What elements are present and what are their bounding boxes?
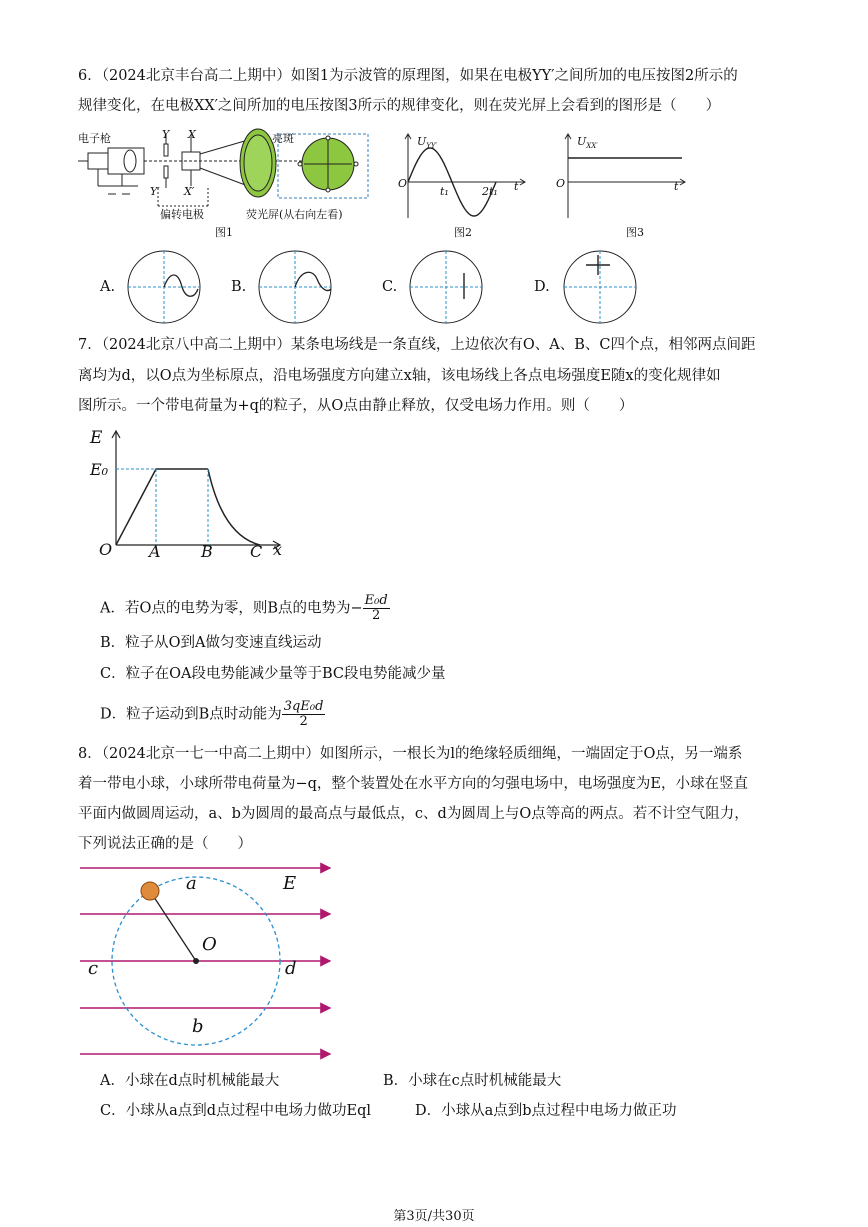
q7-option-c[interactable]: C．粒子在OA段电势能减少量等于BC段电势能减少量 bbox=[100, 666, 446, 682]
q6-Yp-label: Y′ bbox=[150, 185, 160, 198]
q8-label-d: d bbox=[285, 958, 297, 979]
q8-label-O: O bbox=[202, 934, 217, 955]
q8-circular-motion-figure bbox=[78, 858, 340, 1068]
q7-option-b[interactable]: B．粒子从O到A做匀变速直线运动 bbox=[100, 635, 322, 651]
q8-option-d[interactable]: D．小球从a点到b点过程中电场力做正功 bbox=[415, 1103, 677, 1119]
q6-plates-label: 偏转电极 bbox=[160, 208, 204, 221]
q6-fig2-t: t bbox=[514, 180, 519, 193]
q6-option-d-screen[interactable] bbox=[560, 249, 640, 325]
q6-fig2-caption: 图2 bbox=[454, 226, 472, 239]
q6-option-b-screen[interactable] bbox=[255, 249, 335, 325]
q8-label-E: E bbox=[283, 873, 297, 894]
q7-option-a[interactable]: A．若O点的电势为零，则B点的电势为− $\frac{\text{E₀d}}{2}$ bbox=[100, 593, 388, 623]
q7-E-x-graph bbox=[90, 425, 290, 560]
q7-graph-O: O bbox=[99, 540, 113, 559]
q6-fig2-t1: t₁ bbox=[440, 185, 449, 198]
q6-screen-note: 荧光屏(从右向左看) bbox=[246, 208, 343, 221]
q6-option-c-screen[interactable] bbox=[406, 249, 486, 325]
q6-bright-spot-label: 亮斑 bbox=[272, 132, 294, 145]
q6-option-a-screen[interactable] bbox=[124, 249, 204, 325]
q6-fig2-ylabel: $U_{YY'}$ bbox=[417, 135, 438, 151]
q7-graph-x: x bbox=[273, 540, 283, 559]
q7-graph-E0: E₀ bbox=[90, 460, 109, 479]
q8-label-a: a bbox=[186, 873, 197, 894]
q6-X-label: X bbox=[188, 128, 196, 141]
q8-option-a[interactable]: A．小球在d点时机械能最大 bbox=[100, 1073, 280, 1089]
q6-line2: 规律变化，在电极XX′之间所加的电压按图3所示的规律变化，则在荧光屏上会看到的图形是（ ） bbox=[78, 98, 721, 114]
q8-line1: 8．（2024北京一七一中高二上期中）如图所示，一根长为l的绝缘轻质细绳，一端固定于O点，另一端系 bbox=[78, 746, 743, 762]
q8-line2: 着一带电小球，小球所带电荷量为−q，整个装置处在水平方向的匀强电场中，电场强度为E，小球在竖直 bbox=[78, 776, 749, 792]
q8-label-c: c bbox=[88, 958, 99, 979]
q6-fig3-origin: O bbox=[556, 177, 566, 190]
q7-graph-C: C bbox=[250, 542, 263, 561]
q8-line3: 平面内做圆周运动，a、b为圆周的最高点与最低点，c、d为圆周上与O点等高的两点。若不计空气阻力， bbox=[78, 806, 749, 822]
q6-line1: 6．（2024北京丰台高二上期中）如图1为示波管的原理图，如果在电极YY′之间所加的电压按图2所示的 bbox=[78, 68, 738, 84]
q6-fig2-origin: O bbox=[398, 177, 408, 190]
q6-fig3-ylabel: $U_{XX'}$ bbox=[577, 135, 598, 151]
q6-fig1-caption: 图1 bbox=[215, 226, 233, 239]
page-footer: 第3页/共30页 bbox=[393, 1209, 475, 1224]
q7-graph-B: B bbox=[201, 542, 213, 561]
q8-line4: 下列说法正确的是（ ） bbox=[78, 836, 252, 852]
q6-option-b-label[interactable]: B. bbox=[231, 279, 247, 295]
q6-Y-label: Y bbox=[162, 128, 170, 141]
q8-option-b[interactable]: B．小球在c点时机械能最大 bbox=[383, 1073, 562, 1089]
q7-graph-A: A bbox=[149, 542, 161, 561]
q6-fig3-t: t bbox=[674, 180, 679, 193]
q6-option-c-label[interactable]: C. bbox=[382, 279, 398, 295]
q8-label-b: b bbox=[192, 1016, 204, 1037]
q7-line1: 7．（2024北京八中高二上期中）某条电场线是一条直线，上边依次有O、A、B、C四个点，相邻两点间距 bbox=[78, 337, 756, 353]
q7-graph-E: E bbox=[90, 428, 103, 448]
q7-option-d[interactable]: D．粒子运动到B点时动能为 $\frac{\text{3qE₀d}}{2}$ bbox=[100, 699, 324, 729]
q8-option-c[interactable]: C．小球从a点到d点过程中电场力做功Eql bbox=[100, 1103, 372, 1119]
q6-Xp-label: X′ bbox=[184, 185, 195, 198]
q6-option-d-label[interactable]: D. bbox=[534, 279, 550, 295]
q6-fig3-caption: 图3 bbox=[626, 226, 644, 239]
q7-line3: 图所示。一个带电荷量为+q的粒子，从O点由静止释放，仅受电场力作用。则（ ） bbox=[78, 398, 634, 414]
q6-gun-label: 电子枪 bbox=[78, 132, 111, 145]
q7-line2: 离均为d，以O点为坐标原点，沿电场强度方向建立x轴，该电场线上各点电场强度E随x的变化规律如 bbox=[78, 368, 721, 384]
q6-option-a-label[interactable]: A. bbox=[100, 279, 116, 295]
q6-fig2-t2: 2t₁ bbox=[482, 185, 498, 198]
